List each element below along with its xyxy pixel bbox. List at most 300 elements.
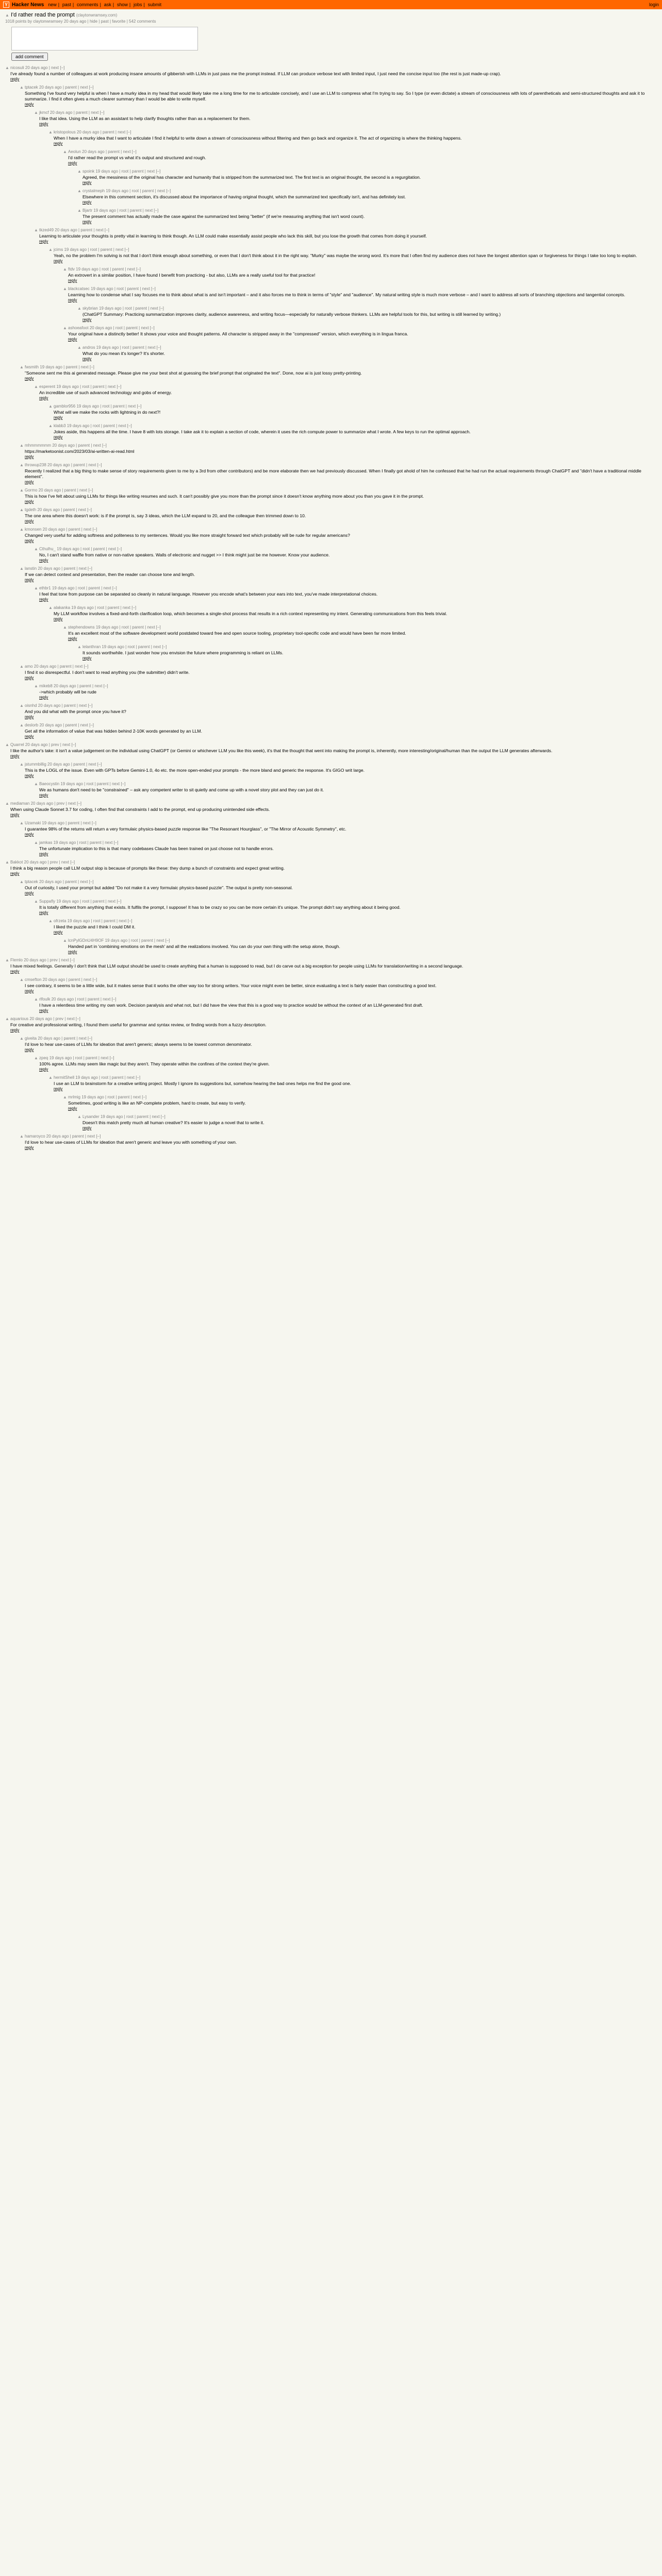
comment-text: Handed part in 'combining emotions on the mesh' and all the realizations involved. You can do your own thing with the setup alone, though. [68, 944, 340, 949]
reply-link[interactable]: reply [10, 969, 20, 974]
comment-body [25, 879, 657, 895]
comment [5, 586, 657, 602]
comment-body [82, 1114, 657, 1130]
comment-text: If we can detect context and presentation, then the reader can choose tone and length. [25, 572, 195, 577]
comment [5, 664, 657, 680]
comment-meta: throwup238 20 days ago | parent | next [–] [25, 463, 102, 467]
reply-link[interactable]: reply [10, 1028, 20, 1032]
comment-body [82, 208, 657, 224]
comment-meta: Baeocystin 19 days ago | root | parent | next [–] [39, 782, 126, 786]
comment-body [25, 85, 657, 107]
comment-body [25, 365, 657, 381]
reply-link[interactable]: reply [39, 793, 48, 798]
comment [5, 762, 657, 778]
comment [5, 919, 657, 935]
comment-body [39, 840, 657, 856]
comment-text: I'd rather read the prompt vs what it's output and structured and rough. [68, 155, 206, 160]
comment-body [39, 110, 657, 126]
comment-meta: tptacek 20 days ago | parent | next [–] [25, 85, 94, 90]
comment-meta: ashoeafoot 20 days ago | root | parent | next [–] [68, 326, 155, 330]
comment [5, 169, 657, 185]
reply-link[interactable]: reply [25, 499, 34, 504]
comment-body [82, 189, 657, 205]
reply-link[interactable]: reply [82, 317, 92, 322]
upvote-icon[interactable]: ▲ [48, 605, 53, 610]
reply-link[interactable]: reply [39, 396, 48, 400]
comment-meta: giveita 20 days ago | parent | next [–] [25, 1036, 92, 1041]
upvote-icon[interactable]: ▲ [63, 286, 67, 291]
comment [5, 463, 657, 484]
comment-body [39, 997, 657, 1013]
comment-text: I'd love to hear use-cases of LLMs for ideation that aren't generic and leave you with something of your own. [25, 1140, 237, 1145]
comment [5, 1056, 657, 1072]
comment-text: 100% agree. LLMs may seem like magic but they aren't. They operate within the confines of the context they're given. [39, 1061, 270, 1066]
comment-meta: jstummbillig 20 days ago | parent | next [–] [25, 762, 102, 767]
reply-link[interactable]: reply [68, 161, 77, 165]
comment-body [25, 977, 657, 993]
comment-body [68, 625, 657, 641]
nav-separator: | [143, 2, 145, 7]
comment-text: Elsewhere in this comment section, it's discussed about the importance of having original thought, which the summarized text specifically isn't, and has definitely lost. [82, 194, 406, 199]
comment-meta: mhmmmmmm 20 days ago | parent | next [–] [25, 443, 107, 448]
upvote-icon[interactable]: ▲ [48, 1075, 53, 1080]
comment-text: I liked the puzzle and I think I could DM it. [54, 924, 136, 929]
upvote-icon[interactable]: ▲ [5, 742, 9, 747]
nav-separator: | [100, 2, 101, 7]
comment [5, 345, 657, 361]
comment [5, 228, 657, 244]
reply-link[interactable]: reply [68, 298, 77, 302]
comment-meta: klabb3 19 days ago | root | parent | next [–] [54, 423, 132, 428]
reply-link[interactable]: reply [25, 519, 34, 523]
reply-link[interactable]: reply [39, 1008, 48, 1013]
upvote-icon[interactable]: ▲ [77, 208, 81, 213]
reply-link[interactable]: reply [54, 930, 63, 935]
nav-separator: | [58, 2, 60, 7]
comment-meta: tptacek 20 days ago | parent | next [–] [25, 879, 94, 884]
nav-separator: | [112, 2, 114, 7]
comment-meta: alakanka 19 days ago | root | parent | next [–] [54, 605, 137, 610]
reply-link[interactable]: reply [25, 773, 34, 778]
upvote-icon[interactable]: ▲ [5, 958, 9, 962]
nav-past[interactable]: past [62, 2, 71, 7]
comment [5, 977, 657, 993]
login-link[interactable]: login [649, 2, 659, 7]
comment [5, 782, 657, 798]
comment-body [39, 899, 657, 915]
comment-text: Agreed, the messiness of the original has character and humanity that is stripped from the summarized text. The first text is an original thought, the second is a regurgitation. [82, 175, 421, 180]
add-comment-button[interactable]: add comment [11, 53, 48, 61]
nav-separator: | [72, 2, 74, 7]
comment-meta: Bakkot 20 days ago | prev | next [–] [10, 860, 75, 865]
story-title[interactable]: I'd rather read the prompt [10, 12, 75, 18]
reply-link[interactable]: reply [25, 675, 34, 680]
reply-link[interactable]: reply [25, 578, 34, 582]
comment-meta: lanstin 20 days ago | parent | next [–] [25, 566, 92, 571]
comment-text: Sometimes, good writing is like an NP-complete problem, hard to create, but easy to verify. [68, 1100, 246, 1106]
upvote-icon[interactable]: ▲ [77, 189, 81, 193]
comment-meta: andros 19 days ago | root | parent | next [–] [82, 345, 161, 350]
comment-text: I use an LLM to brainstorm for a creative writing project. Mostly I ignore its suggestions but, somehow hearing the bad ones helps me find the good one. [54, 1081, 352, 1086]
reply-link[interactable]: reply [68, 1106, 77, 1111]
logo-icon[interactable]: Y [3, 2, 9, 8]
comment-text: For creative and professional writing, I found them useful for grammar and syntax review, or finding words from a fuzzy description. [10, 1022, 267, 1027]
upvote-icon[interactable]: ▲ [48, 130, 53, 134]
reply-link[interactable]: reply [68, 950, 77, 954]
upvote-icon[interactable]: ▲ [20, 1134, 24, 1139]
comment [5, 938, 657, 954]
story-meta: 1018 points by claytonwramsey 20 days ago | hide | past | favorite | 542 comments [5, 19, 156, 24]
comment-text: Learning how to condense what I say focuses me to think about what is and isn't important – and it also forces me to think in terms of "style" and "audience". My natural writing style is much more verbose – and I want to address all sorts of branching objections and tangential concepts. [68, 292, 625, 297]
comment-text: This is how I've felt about using LLMs for things like writing resumes and such. It can't possibly give you more than the prompt since it doesn't know anything more about you than you gave it in the prompt. [25, 494, 424, 499]
upvote-icon[interactable]: ▲ [48, 919, 53, 923]
reply-link[interactable]: reply [25, 734, 34, 739]
comment-meta: esperent 19 days ago | root | parent | next [–] [39, 384, 122, 389]
reply-link[interactable]: reply [54, 415, 63, 420]
comment-text: It's an excellent most of the software development world postdated toward free and open source tooling, proprietary tool-specific code and would have been far more limited. [68, 631, 406, 636]
reply-link[interactable]: reply [39, 239, 48, 244]
comment-text: It is totally different from anything that exists. It fulfils the prompt, I suppose! It has to be crazy so you can be more certain it's unique. The prompt didn't say anything about it being good. [39, 905, 401, 910]
reply-link[interactable]: reply [10, 871, 20, 876]
comment-meta: tkzed49 20 days ago | parent | next [–] [39, 228, 109, 232]
comment-body [82, 645, 657, 660]
comment-meta: nicosuli 20 days ago | next [–] [10, 65, 65, 70]
comment-text: I guarantee 98% of the returns will return a very formulaic physics-based puzzle response like "The Resonant Hourglass", or "The Mirror of Acoustic Symmetry", etc. [25, 826, 346, 832]
upvote-icon[interactable]: ▲ [63, 1095, 67, 1099]
comment-text: I have mixed feelings. Generally I don't think that LLM output should be used to create anything that a human is supposed to read, but I do carve out a big exception for people using LLMs for translation/writing in a second language. [10, 963, 464, 969]
reply-link[interactable]: reply [25, 1047, 34, 1052]
main-nav [48, 2, 161, 8]
upvote-icon[interactable]: ▲ [34, 228, 38, 232]
upvote-icon[interactable]: ▲ [34, 384, 38, 389]
comment-text: An extrovert in a similar position, I have found I benefit from practicing - but also, LLMs are a really useful tool for that practice! [68, 273, 316, 278]
nav-jobs[interactable]: jobs [133, 2, 142, 7]
upvote-icon[interactable]: ▲ [5, 13, 9, 18]
comment-meta: jkmcf 20 days ago | parent | next [–] [39, 110, 105, 115]
comment-body [68, 286, 657, 302]
comment-body [82, 169, 657, 185]
comment [5, 1095, 657, 1111]
upvote-icon[interactable]: ▲ [63, 938, 67, 943]
comment [5, 547, 657, 563]
upvote-icon[interactable]: ▲ [48, 404, 53, 409]
comment-meta: Cthulhu_ 19 days ago | root | parent | next [–] [39, 547, 122, 551]
reply-link[interactable]: reply [39, 122, 48, 126]
comment-meta: mikeb8 20 days ago | parent | next [–] [39, 684, 108, 688]
comment-meta: stephendowns 19 days ago | root | parent | next [–] [68, 625, 161, 630]
comment [5, 189, 657, 205]
reply-link[interactable]: reply [82, 200, 92, 205]
comment [5, 1016, 657, 1032]
comment-meta: kristopolous 20 days ago | parent | next [–] [54, 130, 131, 134]
comment-body [54, 919, 657, 935]
reply-link[interactable]: reply [10, 754, 20, 758]
reply-link[interactable]: reply [54, 435, 63, 439]
comment-meta: hermitShell 19 days ago | root | parent | next [–] [54, 1075, 141, 1080]
reply-link[interactable]: reply [25, 376, 34, 381]
comment-meta: rlfoulk 20 days ago | root | parent | next [–] [39, 997, 117, 1002]
reply-link[interactable]: reply [39, 852, 48, 856]
reply-link[interactable]: reply [25, 102, 34, 107]
reply-link[interactable]: reply [25, 454, 34, 459]
upvote-icon[interactable]: ▲ [5, 65, 9, 70]
comment [5, 1075, 657, 1091]
comment [5, 997, 657, 1013]
comment [5, 801, 657, 817]
comment [5, 1036, 657, 1052]
comment-tree [0, 63, 662, 1150]
comment-meta: Flemlo 20 days ago | prev | next [–] [10, 958, 75, 962]
upvote-icon[interactable]: ▲ [20, 762, 24, 767]
comment-meta: kmonsen 20 days ago | parent | next [–] [25, 527, 97, 532]
reply-link[interactable]: reply [25, 715, 34, 719]
comment [5, 423, 657, 439]
upvote-icon[interactable]: ▲ [77, 345, 81, 350]
upvote-icon[interactable]: ▲ [48, 423, 53, 428]
comment-meta: amo 20 days ago | parent | next [–] [25, 664, 89, 669]
comment-body [39, 1056, 657, 1072]
comment-text: It sounds worthwhile. I just wonder how you envision the future where programming is reliant on LLMs. [82, 650, 284, 655]
comment [5, 85, 657, 107]
reply-link[interactable]: reply [25, 480, 34, 484]
nav-new[interactable]: new [48, 2, 57, 7]
comment-text: I have a relentless time writing my own work. Decision paralysis and what not, but I did have the view that this is a good way to practice would be without the context of an LLM-generated first draft. [39, 1003, 423, 1008]
comment-body [25, 1036, 657, 1052]
reply-link[interactable]: reply [54, 1087, 63, 1091]
comment-text: We as humans don't need to be "constrained" – ask any competent writer to sit quietly and come up with a novel story plot and they can just do it. [39, 787, 324, 792]
comment-text: I see contrary, it seems to be a little wide, but it makes sense that it works the other way too for strong writers. Your voice might even be better, since evaluating a text is fairly easier than constructing a good text. [25, 983, 437, 988]
comment-body [82, 306, 657, 322]
comment-body [68, 326, 657, 342]
nav-ask[interactable]: ask [104, 2, 111, 7]
reply-link[interactable]: reply [82, 656, 92, 660]
comment-text: Yeah, no the problem I'm solving is not that I don't think enough about something, or even that I don't think about it in the right way. "Murky" was maybe the wrong word. It's more that I often find my audience does not have the longest attention span or forgiveness for things I take too long to explain. [54, 253, 637, 258]
upvote-icon[interactable]: ▲ [20, 723, 24, 727]
comment-body [39, 586, 657, 602]
comment-body [25, 566, 657, 582]
upvote-icon[interactable]: ▲ [63, 625, 67, 630]
comment-meta: Aeolun 20 days ago | parent | next [–] [68, 149, 137, 154]
reply-link[interactable]: reply [82, 219, 92, 224]
reply-link[interactable]: reply [68, 278, 77, 283]
reply-link[interactable]: reply [25, 891, 34, 895]
comment-body [68, 149, 657, 165]
upvote-icon[interactable]: ▲ [34, 684, 38, 688]
comment [5, 247, 657, 263]
comment [5, 1114, 657, 1130]
comment [5, 860, 657, 876]
nav-separator: | [129, 2, 131, 7]
comment-meta: gamblor956 19 days ago | root | parent | next [–] [54, 404, 142, 409]
comment [5, 527, 657, 543]
reply-link[interactable]: reply [82, 180, 92, 185]
comment [5, 208, 657, 224]
upvote-icon[interactable]: ▲ [20, 879, 24, 884]
upvote-icon[interactable]: ▲ [20, 443, 24, 448]
reply-link[interactable]: reply [39, 910, 48, 915]
comment-meta: Suppafly 19 days ago | root | parent | next [–] [39, 899, 122, 904]
upvote-icon[interactable]: ▲ [5, 860, 9, 865]
comment-body [39, 782, 657, 798]
comment [5, 958, 657, 974]
comment-meta: deslorb 20 days ago | parent | next [–] [25, 723, 94, 727]
comment-body [10, 801, 657, 817]
comment-body [25, 703, 657, 719]
upvote-icon[interactable]: ▲ [77, 306, 81, 311]
comment-meta: crystalmeph 19 days ago | root | parent | next [–] [82, 189, 171, 193]
reply-link[interactable]: reply [25, 989, 34, 993]
upvote-icon[interactable]: ▲ [20, 527, 24, 532]
comment-body [25, 488, 657, 504]
reply-link[interactable]: reply [54, 259, 63, 263]
reply-link[interactable]: reply [68, 636, 77, 641]
upvote-icon[interactable]: ▲ [20, 1036, 24, 1041]
upvote-icon[interactable]: ▲ [34, 1056, 38, 1060]
comment-text: "Someone sent me this ai generated message. Please give me your best shot at guessing the brief prompt that originated the text". Done, now ai is just lossy pretty-printing. [25, 370, 362, 376]
comment-text: ->which probably will be rude [39, 689, 97, 694]
comment [5, 65, 657, 81]
reply-link[interactable]: reply [82, 1126, 92, 1130]
reply-link[interactable]: reply [39, 558, 48, 563]
upvote-icon[interactable]: ▲ [20, 365, 24, 369]
comment-meta: spoink 19 days ago | root | parent | next [–] [82, 169, 161, 174]
upvote-icon[interactable]: ▲ [20, 507, 24, 512]
top-bar [0, 0, 662, 9]
upvote-icon[interactable]: ▲ [34, 782, 38, 786]
comment [5, 645, 657, 660]
comment-meta: aquarious 20 days ago | prev | next [–] [10, 1016, 80, 1021]
comment-text: This is the LOGL of the issue. Even with GPTs before Gemini-1.0, 4o etc. the more open-ended your prompts - the more bland and generic the response. It's GIGO writ large. [25, 768, 365, 773]
comment-body [39, 384, 657, 400]
story [0, 9, 662, 63]
comment-body [25, 762, 657, 778]
upvote-icon[interactable]: ▲ [20, 566, 24, 571]
comment-text: What do you mean it's longer? It's shorter. [82, 351, 165, 356]
comment-body [25, 463, 657, 484]
upvote-icon[interactable]: ▲ [20, 488, 24, 493]
comment [5, 443, 657, 459]
reply-link[interactable]: reply [82, 357, 92, 361]
upvote-icon[interactable]: ▲ [34, 899, 38, 904]
story-domain[interactable]: (claytonwramsey.com) [76, 13, 118, 18]
nav-comments[interactable]: comments [77, 2, 98, 7]
upvote-icon[interactable]: ▲ [5, 801, 9, 806]
comment-body [54, 130, 657, 146]
comment-meta: mrlmig 19 days ago | root | parent | next [–] [68, 1095, 147, 1099]
upvote-icon[interactable]: ▲ [48, 247, 53, 252]
comment-meta: tgdeth 20 days ago | parent | next [–] [25, 507, 92, 512]
comment [5, 840, 657, 856]
reply-link[interactable]: reply [10, 77, 20, 81]
comment [5, 605, 657, 621]
reply-link[interactable]: reply [25, 538, 34, 543]
upvote-icon[interactable]: ▲ [34, 586, 38, 590]
reply-link[interactable]: reply [54, 141, 63, 146]
comment-body [10, 958, 657, 974]
comment-meta: fwsmith 19 days ago | parent | next [–] [25, 365, 94, 369]
upvote-icon[interactable]: ▲ [63, 326, 67, 330]
comment-meta: zpeq 19 days ago | root | parent | next [–] [39, 1056, 114, 1060]
comment-text: I find it so disrespectful. I don't want to read anything you (the submitter) didn't write. [25, 670, 190, 675]
comment-body [10, 742, 657, 758]
reply-link[interactable]: reply [25, 1145, 34, 1150]
comment-body [68, 938, 657, 954]
comment-body [54, 423, 657, 439]
upvote-icon[interactable]: ▲ [20, 821, 24, 825]
comment [5, 404, 657, 420]
comment-text: I've already found a number of colleagues at work producing insane amounts of gibberish with LLMs in just pass me the prompt instead. If LLM can produce verbose text with limited input, I just need the concise input too (the rest is just made-up crap). [10, 71, 501, 76]
nav-show[interactable]: show [117, 2, 128, 7]
comment-text: The unfortunate implication to this is that many codebases Claude has been trained on just choose not to handle errors. [39, 846, 274, 851]
upvote-icon[interactable]: ▲ [20, 85, 24, 90]
upvote-icon[interactable]: ▲ [20, 703, 24, 708]
upvote-icon[interactable]: ▲ [5, 1016, 9, 1021]
comment-text: When I have a murky idea that I want to articulate I find it helpful to write down a stream of consciousness without filtering and then go back and organize it. The act of organizing is where the thinking happens. [54, 135, 462, 141]
upvote-icon[interactable]: ▲ [34, 997, 38, 1002]
site-name[interactable]: Hacker News [12, 2, 44, 8]
upvote-icon[interactable]: ▲ [34, 547, 38, 551]
comment [5, 267, 657, 283]
upvote-icon[interactable]: ▲ [20, 664, 24, 669]
reply-link[interactable]: reply [25, 832, 34, 837]
comment-text: And you did what with the prompt once you have it? [25, 709, 126, 714]
comment-text: My LLM workflow involves a fixed-and-forth clarification loop, which becomes a single-shot process that results in a rich context representing my intent. Generating communications from this feels trivial. [54, 611, 448, 616]
upvote-icon[interactable]: ▲ [20, 463, 24, 467]
reply-link[interactable]: reply [39, 597, 48, 602]
reply-link[interactable]: reply [39, 1067, 48, 1072]
comment [5, 306, 657, 322]
upvote-icon[interactable]: ▲ [20, 977, 24, 982]
comment-text: An incredible use of such advanced technology and gobs of energy. [39, 390, 172, 395]
upvote-icon[interactable]: ▲ [63, 267, 67, 272]
comment-body [10, 860, 657, 876]
comment-body [25, 527, 657, 543]
comment-text: I like that idea. Using the LLM as an assistant to help clarify thoughts rather than as a replacement for them. [39, 116, 251, 121]
comment-text: Out of curiosity, I used your prompt but added "Do not make it a very formulaic physics-based puzzle". The output is pretty non-seasonal. [25, 885, 293, 890]
comment-body [39, 684, 657, 700]
comment-textarea[interactable] [11, 27, 198, 50]
comment-meta: ethbr1 19 days ago | root | parent | next [–] [39, 586, 117, 590]
upvote-icon[interactable]: ▲ [34, 110, 38, 115]
comment [5, 742, 657, 758]
comment [5, 625, 657, 641]
reply-link[interactable]: reply [39, 695, 48, 700]
upvote-icon[interactable]: ▲ [77, 169, 81, 174]
comment [5, 326, 657, 342]
upvote-icon[interactable]: ▲ [77, 1114, 81, 1119]
comment-meta: oisnhd 20 days ago | parent | next [–] [25, 703, 93, 708]
comment-meta: ofrzeta 19 days ago | root | parent | next [–] [54, 919, 133, 923]
comment-text: The one area where this doesn't work: is if the prompt is, say 3 ideas, which the LLM expand to 20, and the colleague then trimmed down to 10. [25, 513, 306, 518]
reply-link[interactable]: reply [68, 337, 77, 342]
comment-meta: blackcatsec 19 days ago | root | parent | next [–] [68, 286, 156, 291]
comment-body [54, 605, 657, 621]
nav-submit[interactable]: submit [147, 2, 162, 7]
comment-body [68, 1095, 657, 1111]
comment-text: Something I've found very helpful is when I have a murky idea in my head that would likely take me a long time for me to articulate concisely, and I use an LLM to compress what I'm trying to say. So I type (or even dictate) a stream of consciousness with lots of parentheticals and semi-structured thoughts and ask it to summarize. I find it often gives a much clearer summary than I would be able to write myself. [25, 91, 645, 101]
reply-link[interactable]: reply [10, 812, 20, 817]
reply-link[interactable]: reply [54, 617, 63, 621]
story-title-row [5, 12, 657, 18]
upvote-icon[interactable]: ▲ [34, 840, 38, 845]
upvote-icon[interactable]: ▲ [77, 645, 81, 649]
upvote-icon[interactable]: ▲ [63, 149, 67, 154]
comment-body [68, 267, 657, 283]
comment-text: Changed very useful for adding softness and politeness to my sentences. Would you like more straight forward text which probably will be rude for regular americans? [25, 533, 350, 538]
comment-body [54, 404, 657, 420]
comment-text: The present comment has actually made the case against the summarized text being "better" (if we're measuring anything that isn't word count). [82, 214, 365, 219]
comment-meta: Bjartr 19 days ago | root | parent | next [–] [82, 208, 159, 213]
